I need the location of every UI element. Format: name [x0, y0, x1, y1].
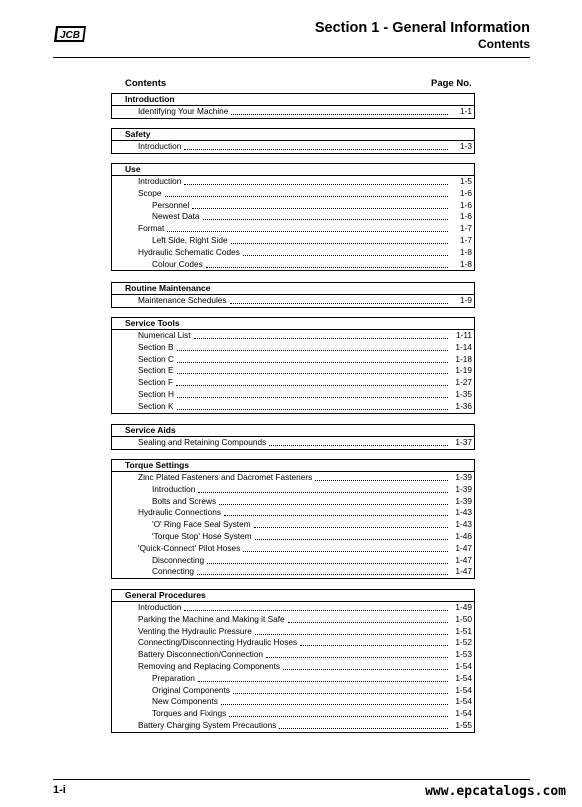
toc-entry-page: 1-14 [455, 341, 472, 352]
dot-leader [266, 657, 448, 658]
toc-entry-label: 'O' Ring Face Seal System [152, 519, 251, 530]
toc-entry-label: Format [138, 223, 165, 234]
toc-entry-label: Connecting [152, 566, 194, 577]
toc-entry[interactable] [112, 673, 474, 685]
toc-section [111, 459, 475, 579]
toc-entry-label: Battery Charging System Precautions [138, 719, 277, 730]
toc-entry-page: 1-55 [455, 719, 472, 730]
toc-entry[interactable] [112, 389, 474, 401]
dot-leader [288, 622, 448, 623]
toc-entry[interactable] [112, 649, 474, 661]
dot-leader [255, 539, 448, 540]
dot-leader [184, 610, 448, 611]
toc-entry-page: 1-53 [455, 649, 472, 660]
toc-entry[interactable] [112, 484, 474, 496]
toc-entry[interactable] [112, 377, 474, 389]
toc-entry-page: 1-54 [455, 696, 472, 707]
dot-leader [177, 373, 448, 374]
toc-section-body [111, 175, 475, 271]
toc-entry-page: 1-39 [455, 483, 472, 494]
header-divider [53, 57, 530, 58]
dot-leader [243, 255, 448, 256]
toc-section-body [111, 471, 475, 579]
toc-section [111, 282, 475, 308]
toc-entry[interactable] [112, 141, 474, 153]
toc-entry[interactable] [112, 342, 474, 354]
toc-entry-page: 1-54 [455, 684, 472, 695]
toc-entry[interactable] [112, 259, 474, 271]
toc-section [111, 128, 475, 154]
toc-section [111, 589, 475, 733]
toc-entry-page: 1-11 [456, 330, 472, 340]
dot-leader [177, 350, 448, 351]
toc-section-body [111, 329, 475, 414]
toc-entry-label: Parking the Machine and Making it Safe [138, 613, 285, 624]
dot-leader [300, 645, 448, 646]
toc-entry-page: 1-51 [455, 625, 472, 636]
toc-entry-label: Sealing and Retaining Compounds [138, 437, 267, 447]
toc-entry[interactable] [112, 176, 474, 188]
footer-divider [53, 779, 530, 780]
toc-entry-label: Left Side, Right Side [152, 234, 228, 245]
toc-entry[interactable] [112, 188, 474, 200]
toc-entry-label: Newest Data [152, 211, 200, 222]
page-title: Section 1 - General Information [314, 20, 530, 36]
toc-entry-label: Section E [138, 365, 174, 376]
toc-entry[interactable] [112, 437, 474, 449]
toc-entry-page: 1-39 [455, 495, 472, 506]
dot-leader [207, 563, 448, 564]
toc-entry-page: 1-50 [455, 613, 472, 624]
toc-section-title[interactable]: Routine Maintenance [111, 282, 475, 294]
page-subtitle: Contents [478, 37, 530, 51]
toc-entry-page: 1-6 [460, 187, 472, 198]
dot-leader [165, 196, 448, 197]
dot-leader [224, 515, 448, 516]
toc-entry-page: 1-7 [460, 223, 472, 234]
dot-leader [243, 551, 448, 552]
toc-entry-label: Maintenance Schedules [138, 295, 227, 305]
toc-entry[interactable] [112, 354, 474, 366]
toc-entry-page: 1-35 [455, 388, 472, 399]
toc-entry-label: Identifying Your Machine [138, 106, 229, 116]
dot-leader [231, 114, 448, 115]
toc-entry-page: 1-39 [455, 472, 472, 482]
toc-entry-label: Preparation [152, 672, 195, 683]
toc-entry-page: 1-5 [460, 176, 472, 186]
toc-entry-label: 'Quick-Connect' Pilot Hoses [138, 542, 241, 553]
toc-entry-page: 1-36 [455, 400, 472, 411]
toc-section [111, 93, 475, 119]
toc-section-title[interactable]: Service Aids [111, 424, 475, 436]
dot-leader [198, 681, 448, 682]
jcb-logo-icon [53, 24, 87, 44]
toc-entry-page: 1-47 [455, 542, 472, 553]
toc-entry-page: 1-47 [455, 566, 472, 577]
toc-entry-label: Personnel [152, 199, 190, 210]
toc-entry-label: Section B [138, 341, 174, 352]
footer-page-number: 1-i [53, 784, 66, 796]
toc-entry[interactable] [112, 496, 474, 508]
toc-entry-page: 1-6 [460, 199, 472, 210]
toc-section-body [111, 294, 475, 308]
toc-section [111, 317, 475, 414]
toc-entry-label: Introduction [138, 141, 182, 151]
dot-leader [206, 267, 448, 268]
svg-text:JCB: JCB [59, 30, 81, 41]
toc-entry-page: 1-7 [460, 234, 472, 245]
toc-entry-page: 1-27 [455, 377, 472, 388]
toc-entry-label: Section H [138, 388, 174, 399]
toc-entry-label: Disconnecting [152, 554, 205, 565]
dot-leader [177, 409, 448, 410]
toc-entry[interactable] [112, 531, 474, 543]
toc-entry[interactable] [112, 365, 474, 377]
dot-leader [177, 362, 448, 363]
toc-entry-label: Hydraulic Connections [138, 507, 222, 518]
toc-entry-label: Bolts and Screws [152, 495, 217, 506]
toc-entry-label: Original Components [152, 684, 230, 695]
watermark-text: www.epcatalogs.com [425, 784, 566, 799]
dot-leader [254, 527, 448, 528]
toc-entry[interactable] [112, 543, 474, 555]
toc-entry[interactable] [112, 626, 474, 638]
toc-entry[interactable] [112, 519, 474, 531]
toc-entry-page: 1-47 [455, 554, 472, 565]
toc-entry[interactable] [112, 106, 474, 118]
toc-entry[interactable] [112, 708, 474, 720]
toc-section-body [111, 601, 475, 733]
toc-entry-label: Numerical List [138, 330, 191, 340]
dot-leader [167, 231, 448, 232]
toc-section-title[interactable]: Torque Settings [111, 459, 475, 471]
toc-entry-page: 1-1 [460, 106, 472, 116]
toc-entry-page: 1-49 [455, 602, 472, 612]
toc-entry[interactable] [112, 614, 474, 626]
dot-leader [233, 693, 448, 694]
toc-entry[interactable] [112, 211, 474, 223]
dot-leader [279, 728, 448, 729]
dot-leader [192, 208, 448, 209]
toc-entry[interactable] [112, 661, 474, 673]
contents-column-head: Contents [125, 78, 167, 89]
toc-entry-label: Zinc Plated Fasteners and Dacromet Fasteners [138, 472, 313, 482]
toc-entry[interactable] [112, 235, 474, 247]
dot-leader [315, 480, 448, 481]
toc-entry[interactable] [112, 555, 474, 567]
toc-section [111, 163, 475, 271]
toc-entry[interactable] [112, 507, 474, 519]
toc-entry-page: 1-9 [460, 295, 472, 305]
page-number-column-head: Page No. [431, 78, 472, 89]
toc-entry-label: Introduction [152, 483, 196, 494]
toc-entry-page: 1-8 [460, 246, 472, 257]
toc-section-title[interactable]: Use [111, 163, 475, 175]
toc-entry-label: Venting the Hydraulic Pressure [138, 625, 252, 636]
toc-entry[interactable] [112, 566, 474, 578]
toc-entry[interactable] [112, 696, 474, 708]
toc-entry-page: 1-52 [455, 637, 472, 648]
dot-leader [184, 149, 448, 150]
toc-section-body [111, 140, 475, 154]
dot-leader [197, 574, 448, 575]
toc-entry-label: 'Torque Stop' Hose System [152, 530, 252, 541]
toc-entry[interactable] [112, 637, 474, 649]
toc-entry-label: Battery Disconnection/Connection [138, 649, 263, 660]
toc-entry-page: 1-6 [460, 211, 472, 222]
toc-entry-label: Connecting/Disconnecting Hydraulic Hoses [138, 637, 298, 648]
toc-section-body [111, 105, 475, 119]
toc-entry-page: 1-18 [455, 353, 472, 364]
toc-section-title[interactable]: General Procedures [111, 589, 475, 601]
dot-leader [231, 243, 448, 244]
dot-leader [221, 704, 448, 705]
dot-leader [184, 184, 448, 185]
toc-entry-page: 1-43 [455, 519, 472, 530]
toc-entry[interactable] [112, 472, 474, 484]
toc-entry[interactable] [112, 200, 474, 212]
toc-entry[interactable] [112, 720, 474, 732]
dot-leader [229, 716, 448, 717]
toc-entry-label: Hydraulic Schematic Codes [138, 246, 240, 257]
toc-entry[interactable] [112, 602, 474, 614]
toc-entry-label: Torques and Fixings [152, 708, 227, 719]
toc-entry[interactable] [112, 685, 474, 697]
toc-entry-page: 1-3 [460, 141, 472, 151]
dot-leader [219, 504, 448, 505]
toc-section [111, 424, 475, 450]
dot-leader [230, 303, 448, 304]
dot-leader [269, 445, 448, 446]
toc-entry-page: 1-43 [455, 507, 472, 518]
toc-section-title[interactable]: Service Tools [111, 317, 475, 329]
toc-entry-page: 1-19 [455, 365, 472, 376]
toc-entry-label: New Components [152, 696, 218, 707]
toc-entry[interactable] [112, 330, 474, 342]
toc-entry-page: 1-8 [460, 258, 472, 269]
toc-section-title[interactable]: Introduction [111, 93, 475, 105]
toc-entry[interactable] [112, 401, 474, 413]
toc-section-title[interactable]: Safety [111, 128, 475, 140]
dot-leader [177, 397, 448, 398]
toc-entry-page: 1-54 [455, 660, 472, 671]
toc-entry-label: Scope [138, 187, 162, 198]
toc-entry-label: Introduction [138, 176, 182, 186]
toc-entry[interactable] [112, 247, 474, 259]
toc-entry-page: 1-46 [455, 530, 472, 541]
toc-entry-page: 1-54 [455, 708, 472, 719]
toc-entry-label: Section C [138, 353, 174, 364]
toc-entry-label: Section F [138, 377, 174, 388]
dot-leader [176, 385, 448, 386]
dot-leader [255, 634, 448, 635]
dot-leader [194, 338, 448, 339]
dot-leader [203, 219, 448, 220]
toc-entry[interactable] [112, 295, 474, 307]
toc-entry[interactable] [112, 223, 474, 235]
toc-entry-page: 1-37 [455, 437, 472, 447]
toc-entry-label: Section K [138, 400, 174, 411]
toc-entry-label: Removing and Replacing Components [138, 660, 281, 671]
dot-leader [283, 669, 448, 670]
toc-entry-page: 1-54 [455, 672, 472, 683]
jcb-logo [53, 24, 87, 44]
toc-entry-label: Introduction [138, 602, 182, 612]
dot-leader [198, 492, 448, 493]
toc-entry-label: Colour Codes [152, 258, 203, 269]
toc-section-body [111, 436, 475, 450]
